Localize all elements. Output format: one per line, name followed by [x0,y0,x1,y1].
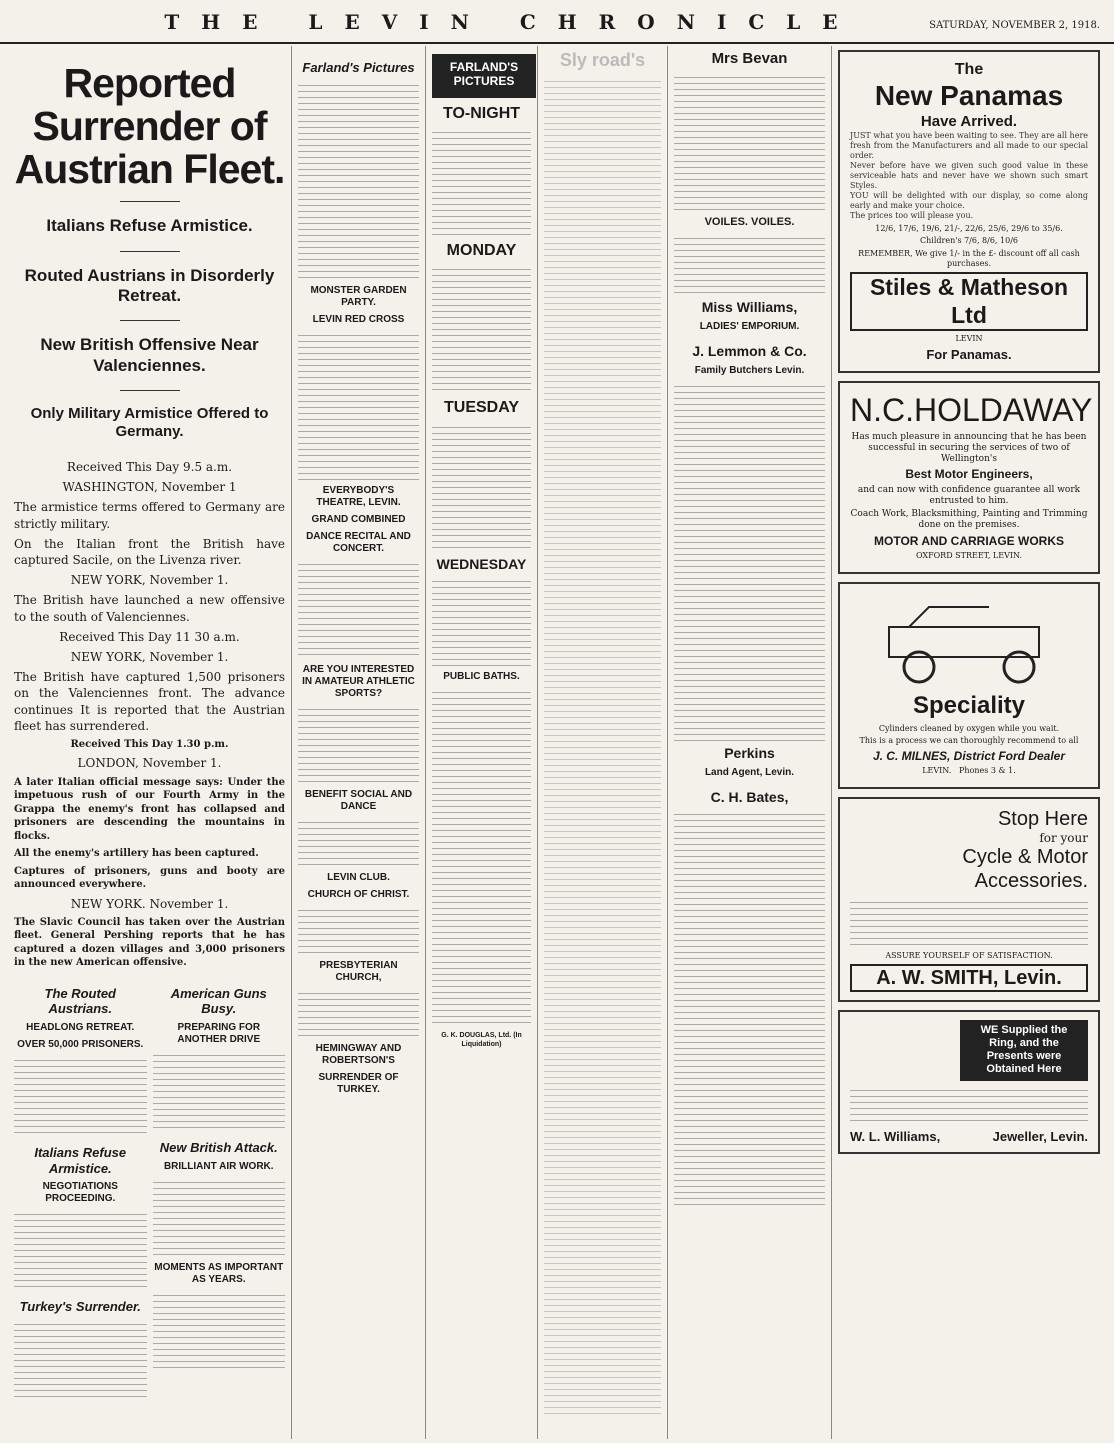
lemmon-heading: J. Lemmon & Co. [692,342,807,359]
lead-p5: NEW YORK, November 1. [70,573,229,588]
ad6-t4: Obtained Here [986,1063,1062,1076]
ad1-t2: Never before have we given such good value in these serviceable hats and never have we shown such smart Styles. [850,160,1088,190]
lead-column [8,46,292,1439]
subhead-british-offensive: New British Offensive Near Valenciennes. [40,335,259,375]
faded-column: Sly road's [538,46,668,1439]
negotiations-heading: NEGOTIATIONS PROCEEDING. [42,1181,118,1205]
notices-column [292,46,426,1439]
cycle-motor: Cycle & Motor [962,846,1088,869]
subhead-italians: Italians Refuse Armistice. [46,216,253,236]
ad4-footer [850,766,1088,776]
ad4-name-line [850,749,1088,763]
lead-p14: Captures of prisoners, guns and booty are announced everywhere. [14,865,285,891]
williams-role: Jeweller, Levin. [992,1128,1088,1144]
ad3-t4: Coach Work, Blacksmithing, Painting and Trimming done on the premises. [850,509,1088,531]
dance-recital: DANCE RECITAL AND CONCERT. [306,530,411,554]
tuesday-heading: TUESDAY [444,399,519,417]
presbyterian-heading: PRESBYTERIAN CHURCH, [319,959,398,983]
perkins-heading: Perkins [724,744,775,761]
lead-p15: NEW YORK. November 1. [70,896,229,911]
garden-party-heading: MONSTER GARDEN PARTY. [310,284,407,308]
tonight-heading: TO-NIGHT [442,105,521,122]
lead-p4: On the Italian front the British have captured Sacile, on the Livenza river. [14,536,285,568]
ad3-t6: OXFORD STREET, LEVIN. [915,551,1023,561]
holdaway-ad [838,381,1100,574]
ad1-remember: REMEMBER, We give 1/- in the £- discount off all cash purchases. [858,248,1080,268]
ad1-t1: JUST what you have been waiting to see. They are all here fresh from the Manufacturers and all made to our special order. [850,130,1088,160]
ad4-t1: Cylinders cleaned by oxygen while you wait. [878,723,1060,733]
lead-p7: Received This Day 11 30 a.m. [59,629,240,644]
lead-p6: The British have launched a new offensive to the south of Valenciennes. [14,593,285,624]
ladies-emporium: LADIES' EMPORIUM. [699,320,800,332]
local-ads-column [668,46,832,1439]
farlands-heading: Farland's Pictures [302,60,415,75]
lead-p8: NEW YORK, November 1. [70,649,229,664]
wednesday-heading: WEDNESDAY [436,555,527,572]
masthead [0,0,1114,44]
routed-austrians-heading: The Routed Austrians. [44,985,116,1017]
voiles-heading: VOILES. VOILES. [704,216,795,228]
holdaway-name: N.C.HOLDAWAY [850,391,1093,428]
lead-p2: WASHINGTON, November 1 [62,480,237,495]
smith-ad [838,797,1100,1002]
subhead-routed: Routed Austrians in Disorderly Retreat. [24,265,275,305]
ad5-assure: ASSURE YOURSELF OF SATISFACTION. [885,951,1053,961]
lead-p12: A later Italian official message says: Under the impetuous rush of our Fourth Army in the Grappa the enemy's front has collapsed and prisoners are descending the mountains in flocks. [14,776,285,842]
red-cross-heading: LEVIN RED CROSS [312,313,405,325]
issue-date: SATURDAY, NOVEMBER 2, 1918. [929,20,1100,31]
smith-name: A. W. SMITH, [876,966,999,989]
turkey-surrender-heading: Turkey's Surrender. [19,1299,141,1315]
milnes-phones: Phones 3 & 1. [958,766,1016,776]
ad1-the: The [954,61,984,78]
smith-loc: Levin. [1003,966,1062,989]
ad3-t1: Has much pleasure in announcing that he has been successful in securing the services of two of Wellington's [851,431,1087,464]
benefit-heading: BENEFIT SOCIAL AND DANCE [304,788,413,812]
stop-here: Stop Here [997,807,1088,830]
moments-heading: MOMENTS AS IMPORTANT AS YEARS. [154,1261,284,1285]
family-butchers: Family Butchers Levin. [694,364,805,376]
italians-refuse-heading: Italians Refuse Armistice. [34,1144,127,1176]
ad1-t3: YOU will be delighted with our display, so come along early and make your choice. [850,190,1088,210]
surrender-turkey-heading: SURRENDER OF TURKEY. [318,1071,399,1095]
ad3-t5: MOTOR AND CARRIAGE WORKS [874,533,1064,548]
for-your: for your [1039,830,1088,845]
grand-combined: GRAND COMBINED [311,513,406,525]
land-agent: Land Agent, Levin. [704,766,795,778]
church-christ-heading: CHURCH OF CHRIST. [307,888,410,900]
ad3-t3: and can now with confidence guarantee all work entrusted to him. [857,484,1081,506]
lead-p13: All the enemy's artillery has been captured. [14,848,259,860]
lead-p16: The Slavic Council has taken over the Austrian fleet. General Pershing reports that he has captured a dozen villages and 3,000 prisoners in the new American offensive. [14,916,285,969]
ad3-t2: Best Motor Engineers, [905,467,1033,482]
lead-p3: The armistice terms offered to Germany are strictly military. [14,500,285,531]
another-drive-heading: PREPARING FOR ANOTHER DRIVE [177,1021,261,1045]
lead-body [14,459,285,970]
smith-name-line [850,964,1088,992]
ad1-kids: Children's 7/6, 8/6, 10/6 [920,236,1018,246]
douglas-notice: G. K. DOUGLAS, Ltd. (In Liquidation) [441,1032,522,1048]
prisoners-heading: OVER 50,000 PRISONERS. [17,1038,144,1050]
accessories: Accessories. [974,870,1088,893]
headlong-retreat: HEADLONG RETREAT. [26,1021,135,1033]
ad6-t2: Ring, and the [989,1037,1059,1050]
athletics-heading: ARE YOU INTERESTED IN AMATEUR ATHLETIC SPORTS? [302,663,415,699]
ad4-t2: This is a process we can thoroughly recommend to all [859,736,1079,746]
milnes-loc: LEVIN. [922,766,952,776]
theatre-heading: EVERYBODY'S THEATRE, LEVIN. [316,484,401,508]
monday-heading: MONDAY [446,242,517,260]
ad1-sub: Have Arrived. [920,112,1018,130]
air-work-heading: BRILLIANT AIR WORK. [163,1160,274,1172]
ad1-headline: New Panamas [874,80,1064,112]
lead-p1: Received This Day 9.5 a.m. [66,460,233,475]
ad1-prices: 12/6, 17/6, 19/6, 21/-, 22/6, 25/6, 29/6 to 35/6. [875,223,1063,233]
speciality-heading: Speciality [912,691,1026,719]
williams-footer [850,1129,1088,1145]
mrs-bevan-heading: Mrs Bevan [711,50,788,67]
newspaper-title: THE LEVIN CHRONICLE [164,10,860,34]
levin-club-heading: LEVIN CLUB. [327,871,390,883]
lead-p9: The British have captured 1,500 prisoners on the Valenciennes front. The advance continues It is reported that the Austrian fleet has surrendered. [14,670,285,733]
panamas-ad [838,50,1100,373]
milnes-ad [838,582,1100,789]
display-ads-column [832,46,1106,1439]
new-british-attack-heading: New British Attack. [159,1139,278,1155]
lead-p11: LONDON, November 1. [77,756,222,771]
williams-name: W. L. Williams, [850,1128,941,1144]
miss-williams-heading: Miss Williams, [701,299,798,316]
public-baths-heading: PUBLIC BATHS. [443,671,520,683]
motor-car-illustration [850,592,1088,692]
farlands-logo: FARLAND'S PICTURES [432,54,536,98]
ad6-t1: WE Supplied the [980,1023,1068,1036]
milnes-name: J. C. MILNES, [872,748,951,763]
subhead-military-armistice: Only Military Armistice Offered to Germany. [30,405,269,441]
williams-ad [838,1010,1100,1154]
stiles-matheson-name: Stiles & Matheson Ltd [850,272,1088,331]
lead-p10: Received This Day 1.30 p.m. [70,738,229,750]
lead-headline: Reported Surrender of Austrian Fleet. [14,60,285,193]
hemingway-heading: HEMINGWAY AND ROBERTSON'S [315,1042,402,1066]
american-guns-heading: American Guns Busy. [170,985,267,1017]
milnes-role: District Ford Dealer [953,748,1066,763]
ad1-t4: The prices too will please you. [850,210,974,220]
ad6-t3: Presents were [986,1050,1062,1063]
for-panamas: For Panamas. [926,346,1012,362]
pictures-column [426,46,538,1439]
bates-heading: C. H. Bates, [710,788,789,805]
stiles-location: LEVIN [955,334,983,344]
